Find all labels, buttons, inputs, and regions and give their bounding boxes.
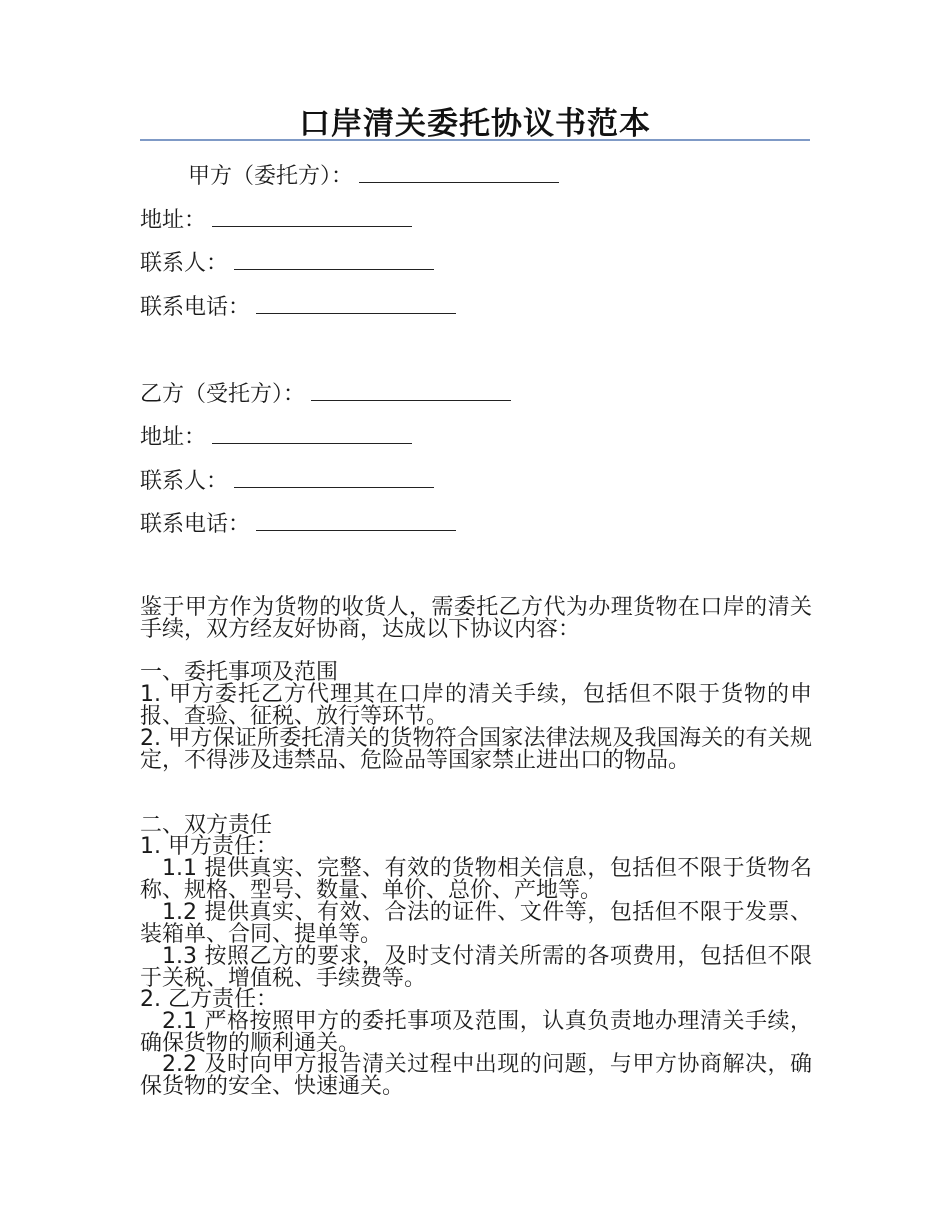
section1-item2: 2. 甲方保证所委托清关的货物符合国家法律法规及我国海关的有关规定，不得涉及违禁品、危险品等国家禁止进出口的物品。: [140, 726, 812, 773]
party-b-label: 乙方（受托方）：: [140, 382, 306, 407]
party-b-field: [140, 378, 511, 410]
party-a-duty-1-3: 1.3 按照乙方的要求，及时支付清关所需的各项费用，包括但不限于关税、增值税、手续费等。: [140, 944, 812, 991]
party-a-contact-field: [140, 247, 434, 279]
party-a-phone-blank[interactable]: [256, 291, 456, 314]
party-b-contact-blank[interactable]: [234, 465, 434, 488]
party-a-contact-label: 联系人：: [140, 251, 229, 276]
party-b-address-blank[interactable]: [212, 421, 412, 444]
party-a-duty-1-2: 1.2 提供真实、有效、合法的证件、文件等，包括但不限于发票、装箱单、合同、提单等。: [140, 900, 812, 947]
party-a-address-blank[interactable]: [212, 204, 412, 227]
section2-heading: 二、双方责任: [140, 813, 273, 838]
party-b-blank[interactable]: [311, 378, 511, 401]
section1-heading: 一、委托事项及范围: [140, 660, 339, 685]
party-b-duty-2-2: 2.2 及时向甲方报告清关过程中出现的问题，与甲方协商解决，确保货物的安全、快速通关。: [140, 1052, 812, 1099]
party-b-duties-heading: 2. 乙方责任：: [140, 987, 278, 1012]
preamble-paragraph: 鉴于甲方作为货物的收货人，需委托乙方代为办理货物在口岸的清关手续，双方经友好协商，达成以下协议内容：: [140, 595, 812, 642]
party-b-address-label: 地址：: [140, 425, 207, 450]
party-b-address-field: [140, 421, 412, 453]
party-b-phone-label: 联系电话：: [140, 512, 251, 537]
section1-item1: 1. 甲方委托乙方代理其在口岸的清关手续，包括但不限于货物的申报、查验、征税、放行等环节。: [140, 682, 812, 729]
party-b-phone-blank[interactable]: [256, 508, 456, 531]
party-b-contact-label: 联系人：: [140, 469, 229, 494]
party-b-phone-field: [140, 508, 456, 540]
party-a-duties-heading: 1. 甲方责任：: [140, 834, 278, 859]
party-b-duty-2-1: 2.1 严格按照甲方的委托事项及范围，认真负责地办理清关手续，确保货物的顺利通关。: [140, 1009, 812, 1056]
title-underline: [140, 139, 810, 141]
party-a-phone-field: [140, 291, 456, 323]
party-a-address-label: 地址：: [140, 208, 207, 233]
party-a-contact-blank[interactable]: [234, 247, 434, 270]
party-a-field: [188, 160, 559, 192]
party-a-label: 甲方（委托方）：: [188, 164, 354, 189]
document-title: 口岸清关委托协议书范本: [299, 106, 651, 142]
party-a-address-field: [140, 204, 412, 236]
party-a-phone-label: 联系电话：: [140, 295, 251, 320]
party-a-blank[interactable]: [359, 160, 559, 183]
party-a-duty-1-1: 1.1 提供真实、完整、有效的货物相关信息，包括但不限于货物名称、规格、型号、数量、单价、总价、产地等。: [140, 856, 812, 903]
party-b-contact-field: [140, 465, 434, 497]
